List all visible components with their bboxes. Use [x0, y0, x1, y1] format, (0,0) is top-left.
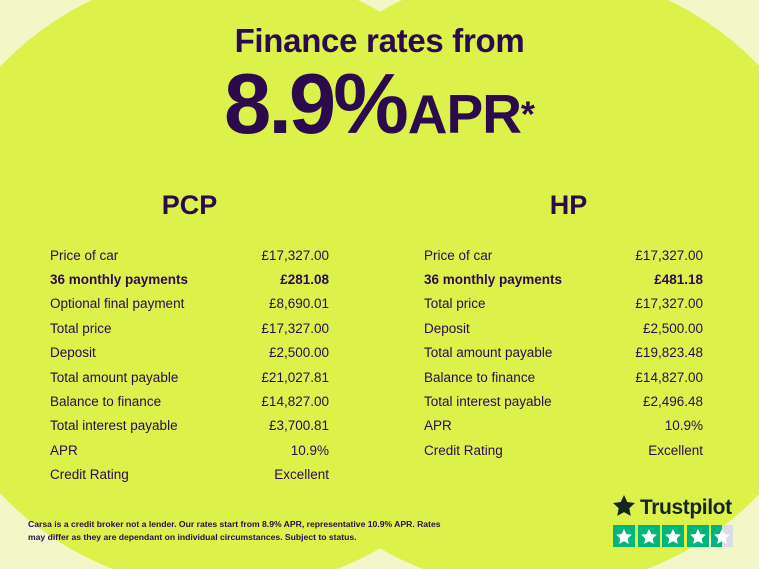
row-label: APR: [50, 442, 78, 458]
table-row: [424, 341, 703, 365]
table-row: [424, 243, 703, 267]
row-value: £17,327.00: [635, 247, 703, 263]
row-value: £481.18: [654, 272, 703, 288]
row-label: Price of car: [50, 247, 119, 263]
hp-rows: [379, 243, 758, 462]
rating-star-icon: [687, 525, 709, 547]
row-label: Total amount payable: [424, 345, 553, 361]
disclaimer-text: Carsa is a credit broker not a lender. Our rates start from 8.9% APR, representative 10.9% APR. Rates may differ as they are dependant on individual circumstances. Subject to status.: [28, 519, 441, 542]
row-label: Total amount payable: [50, 369, 179, 385]
trustpilot-badge: [613, 495, 737, 547]
row-value: Excellent: [274, 467, 329, 483]
row-label: 36 monthly payments: [50, 272, 189, 288]
row-label: 36 monthly payments: [424, 272, 563, 288]
row-value: £21,027.81: [261, 369, 329, 385]
table-row: [50, 462, 329, 486]
pcp-rows: [0, 243, 379, 487]
rating-star-icon: [662, 525, 684, 547]
rate-number: 8.9%: [224, 57, 406, 152]
row-label: Deposit: [424, 320, 470, 336]
pcp-title: PCP: [161, 190, 218, 220]
table-row: [424, 438, 703, 462]
row-label: Total price: [424, 296, 486, 312]
table-row: [424, 316, 703, 340]
row-value: £281.08: [280, 272, 329, 288]
table-row: [50, 365, 329, 389]
row-value: £3,700.81: [268, 418, 329, 434]
table-row: [424, 414, 703, 438]
row-label: Total price: [50, 320, 112, 336]
trustpilot-name: Trustpilot: [640, 496, 732, 519]
table-row: [50, 316, 329, 340]
hp-column: [379, 190, 758, 487]
row-label: Credit Rating: [50, 467, 129, 483]
table-row: [50, 267, 329, 291]
trustpilot-rating-stars: [613, 525, 737, 547]
row-label: Credit Rating: [424, 442, 503, 458]
trustpilot-wordmark: [613, 495, 737, 521]
table-row: [424, 292, 703, 316]
row-value: £14,827.00: [635, 369, 703, 385]
trustpilot-star-icon: [613, 495, 635, 521]
row-value: £14,827.00: [261, 393, 329, 409]
row-value: £2,496.48: [642, 393, 703, 409]
row-label: Price of car: [424, 247, 493, 263]
headline: Finance rates from: [234, 22, 525, 59]
row-value: 10.9%: [290, 442, 329, 458]
row-label: APR: [424, 418, 452, 434]
row-value: £2,500.00: [642, 320, 703, 336]
row-value: £17,327.00: [261, 320, 329, 336]
row-value: £17,327.00: [635, 296, 703, 312]
rating-star-half-icon: [711, 525, 733, 547]
table-row: [50, 414, 329, 438]
table-row: [50, 438, 329, 462]
hp-title: HP: [549, 190, 588, 220]
rate-apr-label: APR: [407, 83, 521, 145]
table-row: [50, 389, 329, 413]
row-value: £19,823.48: [635, 345, 703, 361]
pcp-column: [0, 190, 379, 487]
row-value: £17,327.00: [261, 247, 329, 263]
table-row: [50, 341, 329, 365]
row-label: Total interest payable: [424, 393, 552, 409]
rate-display: [0, 57, 759, 152]
row-label: Deposit: [50, 345, 96, 361]
row-value: Excellent: [648, 442, 703, 458]
row-label: Balance to finance: [424, 369, 536, 385]
table-row: [50, 292, 329, 316]
row-value: £8,690.01: [268, 296, 329, 312]
table-row: [50, 243, 329, 267]
rate-asterisk: *: [520, 93, 535, 135]
finance-tables: [0, 190, 759, 487]
table-row: [424, 389, 703, 413]
row-value: 10.9%: [664, 418, 703, 434]
rating-star-icon: [613, 525, 635, 547]
rating-star-icon: [638, 525, 660, 547]
row-label: Optional final payment: [50, 296, 185, 312]
row-label: Total interest payable: [50, 418, 178, 434]
table-row: [424, 267, 703, 291]
row-value: £2,500.00: [268, 345, 329, 361]
table-row: [424, 365, 703, 389]
row-label: Balance to finance: [50, 393, 162, 409]
